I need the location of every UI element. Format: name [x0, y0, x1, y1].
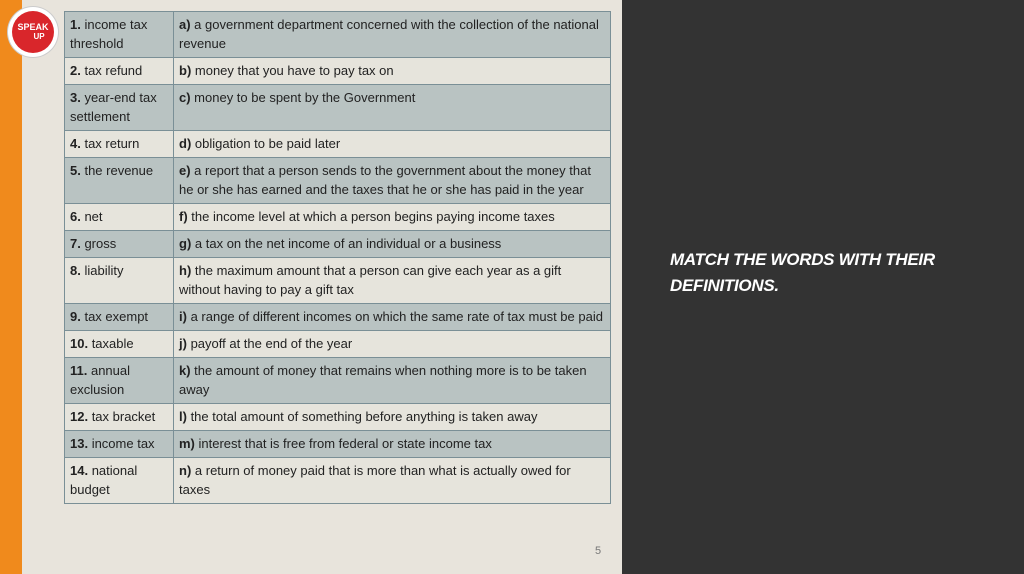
definition-letter: l) [179, 409, 187, 424]
definition-letter: n) [179, 463, 192, 478]
term-cell [65, 431, 174, 458]
definition-cell [174, 12, 611, 58]
term-text: income tax [88, 436, 155, 451]
term-cell [65, 131, 174, 158]
term-text: national budget [70, 463, 138, 497]
term-cell [65, 158, 174, 204]
definition-letter: e) [179, 163, 191, 178]
term-cell [65, 404, 174, 431]
matching-table [64, 11, 611, 504]
definition-cell [174, 158, 611, 204]
definition-letter: f) [179, 209, 188, 224]
definition-text: a government department concerned with the collection of the national revenue [179, 17, 599, 51]
term-cell [65, 458, 174, 504]
table-row [65, 204, 611, 231]
definition-cell [174, 131, 611, 158]
term-number: 13. [70, 436, 89, 451]
definition-text: interest that is free from federal or state income tax [194, 436, 492, 451]
definition-cell [174, 331, 611, 358]
term-number: 5. [70, 163, 81, 178]
table-row [65, 131, 611, 158]
table-row [65, 404, 611, 431]
term-cell [65, 12, 174, 58]
definition-letter: j) [179, 336, 187, 351]
definition-text: obligation to be paid later [191, 136, 341, 151]
instruction-heading: MATCH THE WORDS WITH THEIR DEFINITIONS. [670, 250, 935, 295]
definition-text: a report that a person sends to the government about the money that he or she has earned and the taxes that he or she has paid in the year [179, 163, 591, 197]
table-row [65, 458, 611, 504]
table-row [65, 304, 611, 331]
logo-badge [12, 11, 54, 53]
term-cell [65, 231, 174, 258]
definition-cell [174, 85, 611, 131]
term-text: tax bracket [88, 409, 156, 424]
logo-text-line2: UP [33, 32, 45, 41]
term-number: 1. [70, 17, 81, 32]
definition-letter: d) [179, 136, 192, 151]
term-cell [65, 304, 174, 331]
definition-letter: h) [179, 263, 192, 278]
term-text: tax refund [80, 63, 143, 78]
definition-letter: m) [179, 436, 195, 451]
definition-letter: a) [179, 17, 191, 32]
definition-cell [174, 458, 611, 504]
term-text: annual exclusion [70, 363, 131, 397]
definition-text: a range of different incomes on which the same rate of tax must be paid [186, 309, 603, 324]
term-number: 14. [70, 463, 89, 478]
term-cell [65, 258, 174, 304]
term-number: 8. [70, 263, 81, 278]
table-row [65, 12, 611, 58]
definition-cell [174, 204, 611, 231]
definition-text: money that you have to pay tax on [191, 63, 394, 78]
table-row [65, 331, 611, 358]
page-number: 5 [595, 545, 602, 557]
definition-text: the maximum amount that a person can give each year as a gift without having to pay a gift tax [179, 263, 562, 297]
definition-cell [174, 58, 611, 85]
term-number: 2. [70, 63, 81, 78]
definition-cell [174, 358, 611, 404]
table-row [65, 158, 611, 204]
definition-letter: k) [179, 363, 191, 378]
definition-cell [174, 258, 611, 304]
term-text: tax exempt [80, 309, 149, 324]
table-row [65, 231, 611, 258]
term-number: 11. [70, 363, 88, 378]
speak-up-logo [8, 7, 58, 57]
term-number: 4. [70, 136, 81, 151]
definition-letter: c) [179, 90, 191, 105]
definition-cell [174, 431, 611, 458]
term-text: tax return [80, 136, 140, 151]
term-text: net [80, 209, 103, 224]
term-number: 7. [70, 236, 81, 251]
term-cell [65, 58, 174, 85]
term-text: gross [80, 236, 117, 251]
definition-cell [174, 404, 611, 431]
definition-text: a tax on the net income of an individual or a business [191, 236, 502, 251]
definition-text: a return of money paid that is more than what is actually owed for taxes [179, 463, 571, 497]
term-cell [65, 358, 174, 404]
definition-letter: i) [179, 309, 187, 324]
logo-text-line1: SPEAK [17, 22, 49, 32]
term-number: 9. [70, 309, 81, 324]
term-cell [65, 85, 174, 131]
definition-text: the income level at which a person begins paying income taxes [187, 209, 555, 224]
table-row [65, 58, 611, 85]
term-cell [65, 331, 174, 358]
term-number: 10. [70, 336, 89, 351]
term-text: liability [80, 263, 124, 278]
definition-text: money to be spent by the Government [190, 90, 416, 105]
term-number: 6. [70, 209, 81, 224]
term-text: year-end tax settlement [70, 90, 157, 124]
orange-side-bar [0, 0, 22, 574]
definition-text: payoff at the end of the year [186, 336, 353, 351]
term-text: income tax threshold [70, 17, 148, 51]
definition-text: the amount of money that remains when nothing more is to be taken away [179, 363, 587, 397]
term-text: taxable [88, 336, 134, 351]
definition-letter: g) [179, 236, 192, 251]
definition-cell [174, 231, 611, 258]
table-row [65, 258, 611, 304]
table-row [65, 85, 611, 131]
definition-cell [174, 304, 611, 331]
term-number: 12. [70, 409, 89, 424]
definition-letter: b) [179, 63, 192, 78]
definition-text: the total amount of something before anything is taken away [186, 409, 538, 424]
term-cell [65, 204, 174, 231]
term-number: 3. [70, 90, 81, 105]
table-row [65, 358, 611, 404]
table-row [65, 431, 611, 458]
term-text: the revenue [80, 163, 154, 178]
